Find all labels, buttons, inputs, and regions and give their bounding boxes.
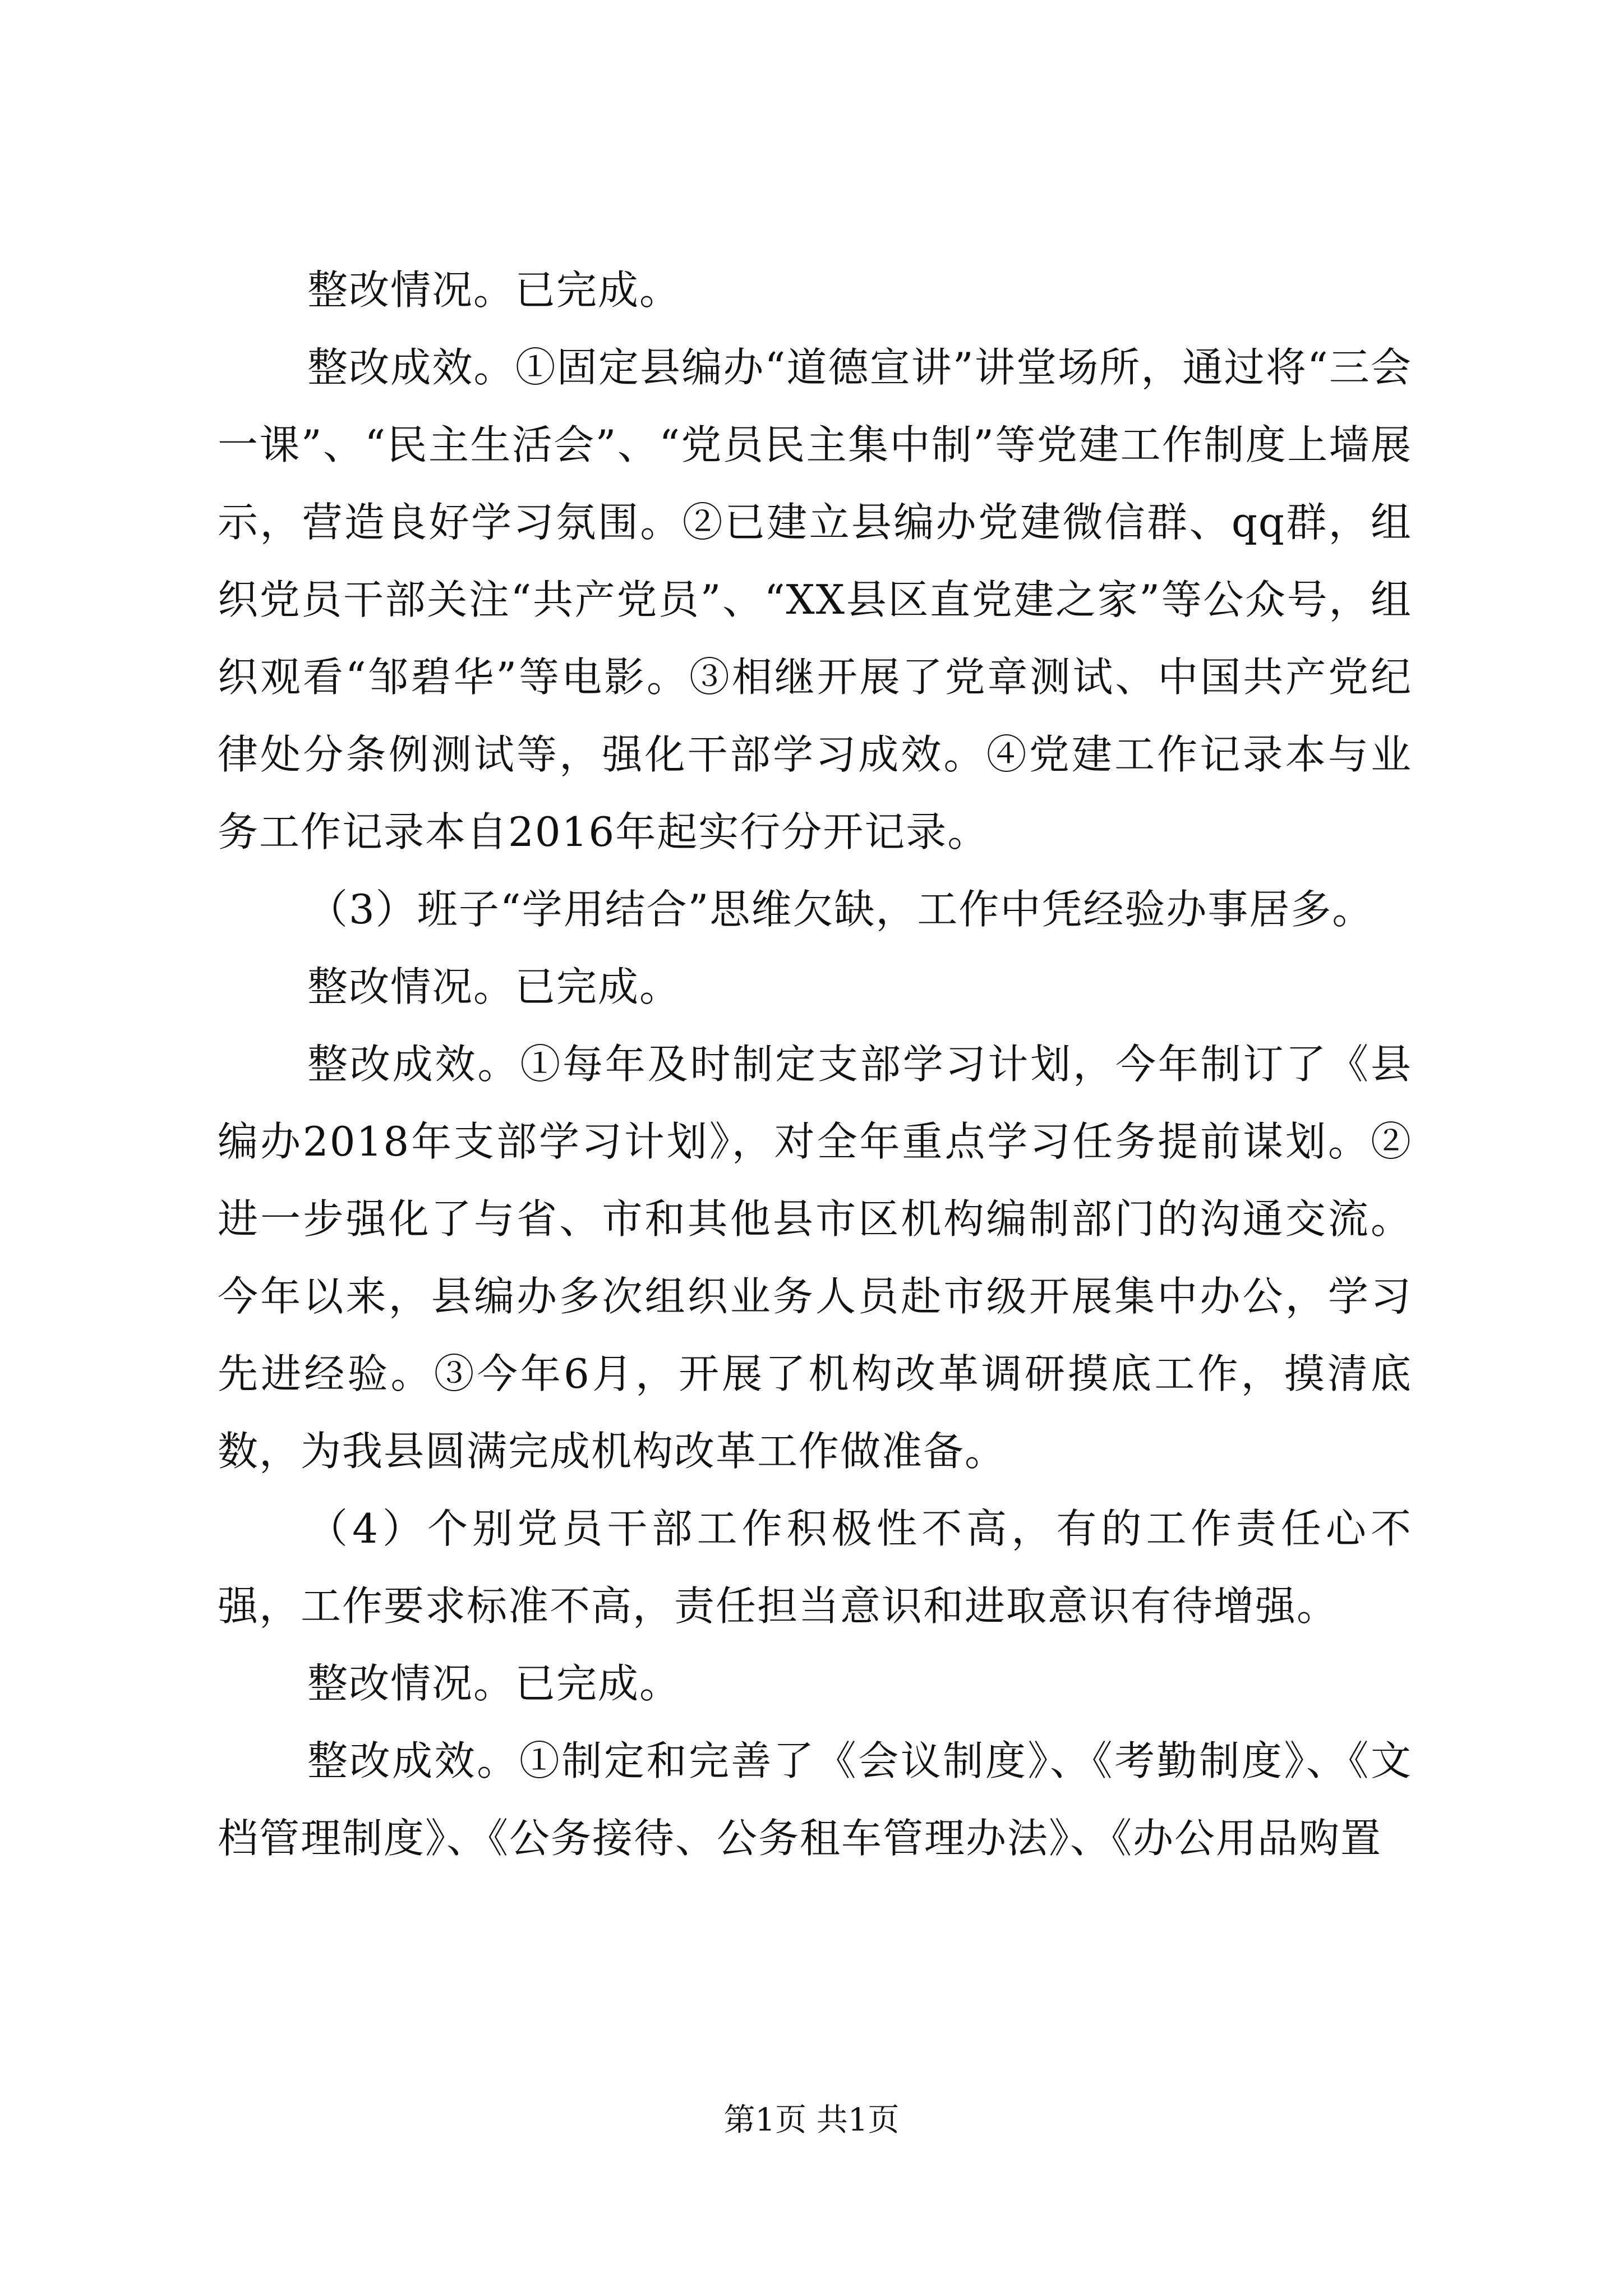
paragraph-result-3: 整改成效。①每年及时制定支部学习计划，今年制订了《县编办2018年支部学习计划》，对全年重点学习任务提前谋划。②进一步强化了与省、市和其他县市区机构编制部门的沟通交流。今年以来，县编办多次组织业务人员赴市级开展集中办公，学习先进经验。③今年6月，开展了机构改革调研摸底工作，摸清底数，为我县圆满完成机构改革工作做准备。 — [218, 1041, 1412, 1475]
paragraph-result-1: 整改成效。①固定县编办“道德宣讲”讲堂场所，通过将“三会一课”、“民主生活会”、“党员民主集中制”等党建工作制度上墙展示，营造良好学习氛围。②已建立县编办党建微信群、qq群，组织党员干部关注“共产党员”、“XX县区直党建之家”等公众号，组织观看“邹碧华”等电影。③相继开展了党章测试、中国共产党纪律处分条例测试等，强化干部学习成效。④党建工作记录本与业务工作记录本自2016年起实行分开记录。 — [218, 344, 1412, 855]
paragraph-result-4: 整改成效。①制定和完善了《会议制度》、《考勤制度》、《文档管理制度》、《公务接待、公务租车管理办法》、《办公用品购置 — [218, 1737, 1412, 1862]
paragraph-status-4: 整改情况。已完成。 — [307, 1660, 681, 1707]
document-body — [218, 251, 1412, 1877]
paragraph-issue-3: （3）班子“学用结合”思维欠缺，工作中凭经验办事居多。 — [307, 886, 1374, 933]
paragraph-issue-4: （4）个别党员干部工作积极性不高，有的工作责任心不强，工作要求标准不高，责任担当意识和进取意识有待增强。 — [218, 1505, 1412, 1630]
page-footer: 第1页 共1页 — [723, 2102, 900, 2138]
paragraph-status-3: 整改情况。已完成。 — [307, 963, 681, 1010]
paragraph-status-1: 整改情况。已完成。 — [307, 266, 681, 314]
